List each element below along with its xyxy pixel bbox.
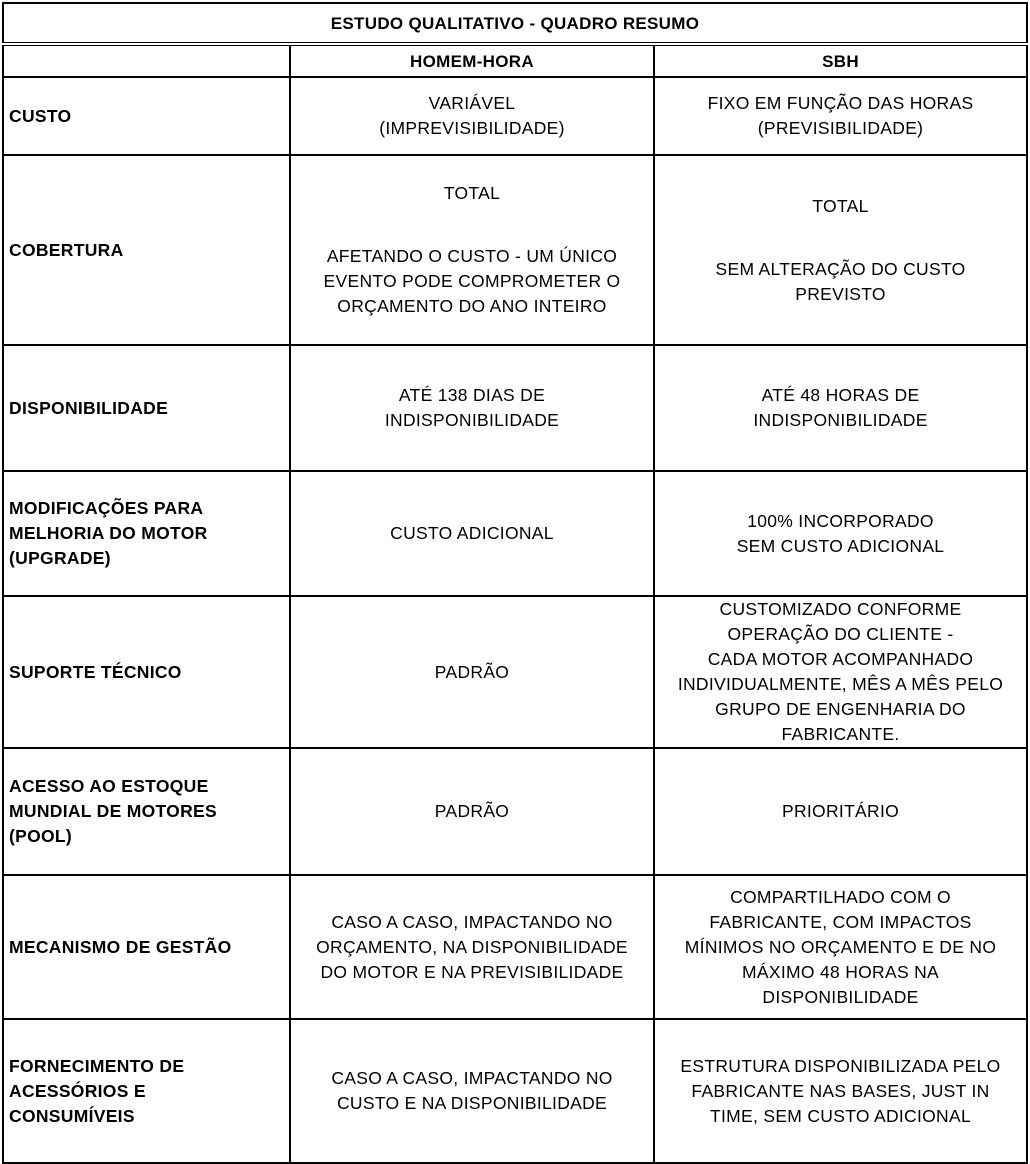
summary-table-container xyxy=(2,2,1026,1164)
cell-homem-hora: PADRÃO xyxy=(290,596,654,748)
header-sbh: SBH xyxy=(654,44,1027,77)
row-label: FORNECIMENTO DE ACESSÓRIOS E CONSUMÍVEIS xyxy=(3,1019,290,1163)
cell-sbh-top: TOTAL xyxy=(812,195,869,216)
title-row xyxy=(3,3,1027,44)
table-row-cobertura xyxy=(3,155,1027,345)
header-empty-cell xyxy=(3,44,290,77)
row-label: MECANISMO DE GESTÃO xyxy=(3,875,290,1019)
row-label: ACESSO AO ESTOQUE MUNDIAL DE MOTORES (POOL) xyxy=(3,748,290,875)
row-label: COBERTURA xyxy=(3,155,290,345)
table-row-suporte-tecnico xyxy=(3,596,1027,748)
table-row-disponibilidade xyxy=(3,345,1027,471)
cell-sbh-detail: SEM ALTERAÇÃO DO CUSTO PREVISTO xyxy=(715,258,966,304)
header-homem-hora: HOMEM-HORA xyxy=(290,44,654,77)
row-label: MODIFICAÇÕES PARA MELHORIA DO MOTOR (UPGRADE) xyxy=(3,471,290,596)
table-row-modificacoes xyxy=(3,471,1027,596)
cell-homem-hora-top: TOTAL xyxy=(443,183,501,203)
cell-sbh xyxy=(654,155,1027,345)
cell-sbh: 100% INCORPORADO SEM CUSTO ADICIONAL xyxy=(654,471,1027,596)
summary-table xyxy=(2,2,1028,1164)
cell-homem-hora: CUSTO ADICIONAL xyxy=(290,471,654,596)
cell-sbh: PRIORITÁRIO xyxy=(654,748,1027,875)
cell-sbh: ATÉ 48 HORAS DE INDISPONIBILIDADE xyxy=(654,345,1027,471)
table-row-custo xyxy=(3,77,1027,155)
cell-sbh: FIXO EM FUNÇÃO DAS HORAS (PREVISIBILIDADE) xyxy=(654,77,1027,155)
row-label: SUPORTE TÉCNICO xyxy=(3,596,290,748)
cell-homem-hora: CASO A CASO, IMPACTANDO NO ORÇAMENTO, NA DISPONIBILIDADE DO MOTOR E NA PREVISIBILIDADE xyxy=(290,875,654,1019)
cell-homem-hora: ATÉ 138 DIAS DE INDISPONIBILIDADE xyxy=(290,345,654,471)
cell-homem-hora xyxy=(290,155,654,345)
table-row-fornecimento xyxy=(3,1019,1027,1163)
table-title: ESTUDO QUALITATIVO - QUADRO RESUMO xyxy=(3,3,1027,44)
cell-homem-hora: CASO A CASO, IMPACTANDO NO CUSTO E NA DISPONIBILIDADE xyxy=(290,1019,654,1163)
table-row-mecanismo-gestao xyxy=(3,875,1027,1019)
cell-homem-hora-detail: AFETANDO O CUSTO - UM ÚNICO EVENTO PODE COMPROMETER O ORÇAMENTO DO ANO INTEIRO xyxy=(323,246,621,316)
header-row xyxy=(3,44,1027,77)
table-row-acesso-estoque xyxy=(3,748,1027,875)
row-label: CUSTO xyxy=(3,77,290,155)
cell-sbh: COMPARTILHADO COM O FABRICANTE, COM IMPACTOS MÍNIMOS NO ORÇAMENTO E DE NO MÁXIMO 48 HORAS NA DISPONIBILIDADE xyxy=(654,875,1027,1019)
cell-sbh: ESTRUTURA DISPONIBILIZADA PELO FABRICANTE NAS BASES, JUST IN TIME, SEM CUSTO ADICIONAL xyxy=(654,1019,1027,1163)
row-label: DISPONIBILIDADE xyxy=(3,345,290,471)
cell-homem-hora: VARIÁVEL (IMPREVISIBILIDADE) xyxy=(290,77,654,155)
cell-homem-hora: PADRÃO xyxy=(290,748,654,875)
cell-sbh: CUSTOMIZADO CONFORME OPERAÇÃO DO CLIENTE - CADA MOTOR ACOMPANHADO INDIVIDUALMENTE, MÊS A MÊS PELO GRUPO DE ENGENHARIA DO FABRICANTE. xyxy=(654,596,1027,748)
